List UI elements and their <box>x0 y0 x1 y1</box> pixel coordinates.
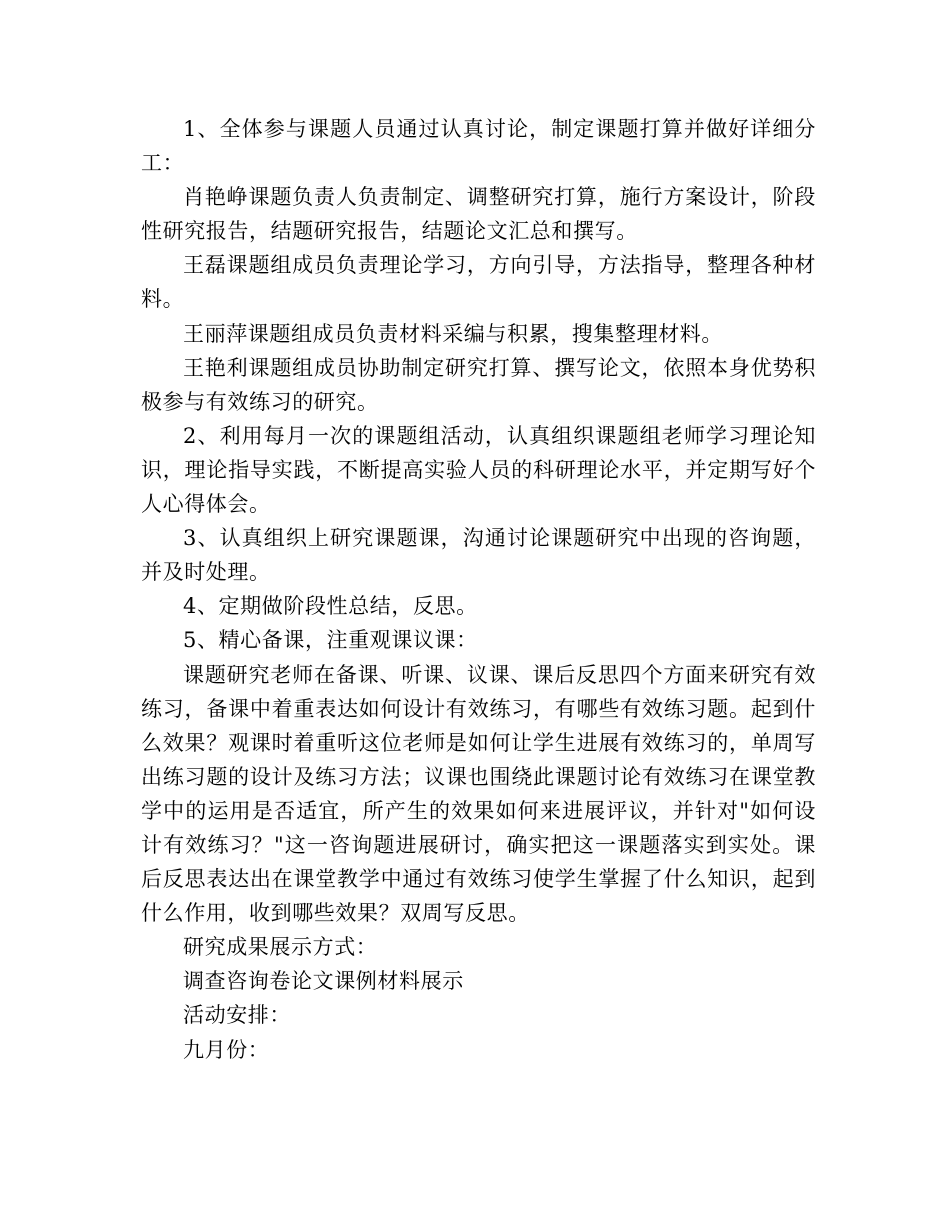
document-body <box>141 112 816 1067</box>
paragraph-lesson-research-detail: 课题研究老师在备课、听课、议课、课后反思四个方面来研究有效练习，备课中着重表达如何设计有效练习，有哪些有效练习题。起到什么效果？观课时着重听这位老师是如何让学生进展有效练习的，单周写出练习题的设计及练习方法；议课也围绕此课题讨论有效练习在课堂教学中的运用是否适宜，所产生的效果如何来进展评议，并针对"如何设计有效练习？"这一咨询题进展研讨，确实把这一课题落实到实处。课后反思表达出在课堂教学中通过有效练习使学生掌握了什么知识，起到什么作用，收到哪些效果？双周写反思。 <box>141 662 816 926</box>
paragraph-member-xiao: 肖艳峥课题负责人负责制定、调整研究打算，施行方案设计，阶段性研究报告，结题研究报告，结题论文汇总和撰写。 <box>141 185 816 244</box>
paragraph-periodic-summary: 4、定期做阶段性总结，反思。 <box>183 594 478 619</box>
heading-september: 九月份： <box>183 1037 270 1062</box>
paragraph-member-wang-liping: 王丽萍课题组成员负责材料采编与积累，搜集整理材料。 <box>183 321 723 346</box>
paragraph-member-wang-lei: 王磊课题组成员负责理论学习，方向引导，方法指导，整理各种材料。 <box>141 253 816 312</box>
heading-activity-schedule: 活动安排： <box>183 1003 291 1028</box>
paragraph-monthly-activity: 2、利用每月一次的课题组活动，认真组织课题组老师学习理论知识，理论指导实践，不断提高实验人员的科研理论水平，并定期写好个人心得体会。 <box>141 423 816 517</box>
heading-results-display: 研究成果展示方式： <box>183 935 378 960</box>
paragraph-division-of-labor: 1、全体参与课题人员通过认真讨论，制定课题打算并做好详细分工： <box>141 117 816 176</box>
paragraph-member-wang-yanli: 王艳利课题组成员协助制定研究打算、撰写论文，依照本身优势积极参与有效练习的研究。 <box>141 355 816 414</box>
paragraph-research-lessons: 3、认真组织上研究课题课，沟通讨论课题研究中出现的咨询题，并及时处理。 <box>141 526 816 585</box>
paragraph-results-forms: 调查咨询卷论文课例材料展示 <box>183 969 464 994</box>
paragraph-lesson-prep: 5、精心备课，注重观课议课： <box>183 628 478 653</box>
